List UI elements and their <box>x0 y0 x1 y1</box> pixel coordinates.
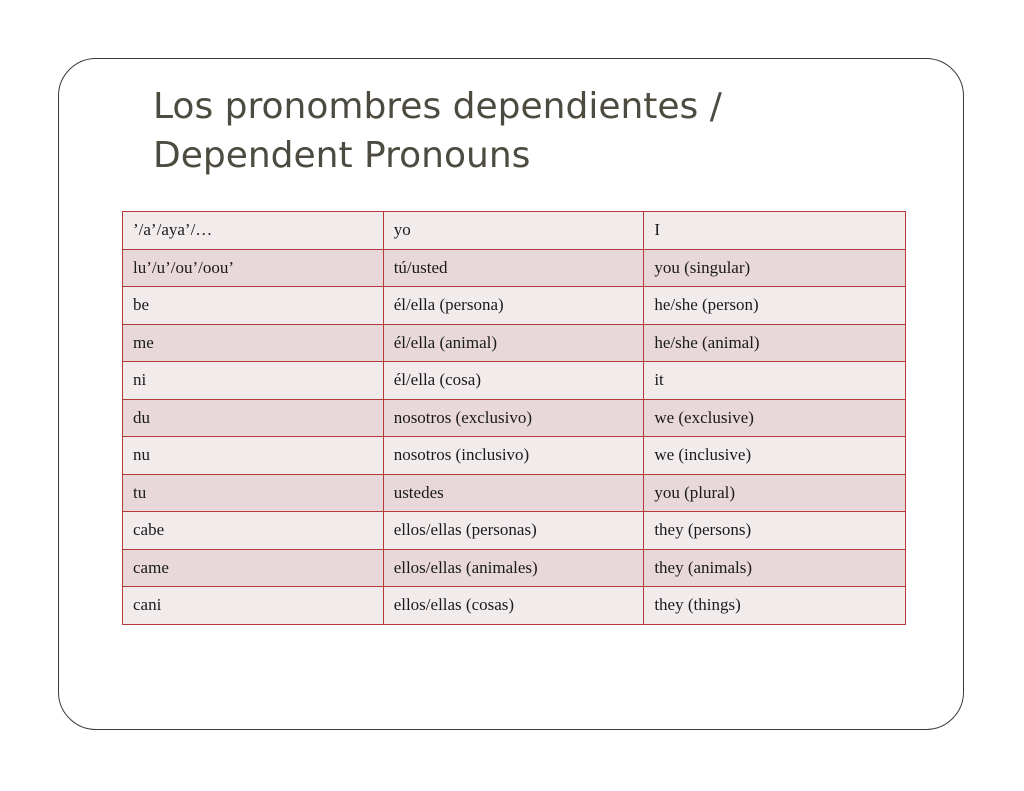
english-pronoun-cell: they (things) <box>644 587 906 625</box>
zapotec-pronoun-cell: ’/a’/aya’/… <box>123 212 384 250</box>
spanish-pronoun-cell: tú/usted <box>383 249 644 287</box>
english-pronoun-cell: you (singular) <box>644 249 906 287</box>
table-row <box>123 512 906 550</box>
table-row <box>123 362 906 400</box>
slide-title <box>153 82 722 180</box>
table-row <box>123 549 906 587</box>
table-row <box>123 324 906 362</box>
english-pronoun-cell: it <box>644 362 906 400</box>
zapotec-pronoun-cell: be <box>123 287 384 325</box>
spanish-pronoun-cell: ellos/ellas (personas) <box>383 512 644 550</box>
zapotec-pronoun-cell: nu <box>123 437 384 475</box>
zapotec-pronoun-cell: ni <box>123 362 384 400</box>
zapotec-pronoun-cell: cani <box>123 587 384 625</box>
english-pronoun-cell: we (exclusive) <box>644 399 906 437</box>
pronoun-table <box>122 211 906 625</box>
english-pronoun-cell: I <box>644 212 906 250</box>
zapotec-pronoun-cell: came <box>123 549 384 587</box>
spanish-pronoun-cell: yo <box>383 212 644 250</box>
zapotec-pronoun-cell: lu’/u’/ou’/oou’ <box>123 249 384 287</box>
zapotec-pronoun-cell: cabe <box>123 512 384 550</box>
spanish-pronoun-cell: nosotros (exclusivo) <box>383 399 644 437</box>
table-row <box>123 249 906 287</box>
table-row <box>123 399 906 437</box>
spanish-pronoun-cell: él/ella (animal) <box>383 324 644 362</box>
zapotec-pronoun-cell: du <box>123 399 384 437</box>
spanish-pronoun-cell: él/ella (persona) <box>383 287 644 325</box>
zapotec-pronoun-cell: me <box>123 324 384 362</box>
table-row <box>123 474 906 512</box>
table-row <box>123 287 906 325</box>
english-pronoun-cell: we (inclusive) <box>644 437 906 475</box>
english-pronoun-cell: you (plural) <box>644 474 906 512</box>
english-pronoun-cell: they (animals) <box>644 549 906 587</box>
table-row <box>123 587 906 625</box>
slide-title-line-1: Los pronombres dependientes / <box>153 86 722 127</box>
english-pronoun-cell: he/she (animal) <box>644 324 906 362</box>
table-row <box>123 437 906 475</box>
table-row <box>123 212 906 250</box>
spanish-pronoun-cell: ustedes <box>383 474 644 512</box>
spanish-pronoun-cell: ellos/ellas (animales) <box>383 549 644 587</box>
spanish-pronoun-cell: él/ella (cosa) <box>383 362 644 400</box>
zapotec-pronoun-cell: tu <box>123 474 384 512</box>
english-pronoun-cell: they (persons) <box>644 512 906 550</box>
spanish-pronoun-cell: nosotros (inclusivo) <box>383 437 644 475</box>
english-pronoun-cell: he/she (person) <box>644 287 906 325</box>
slide-title-line-2: Dependent Pronouns <box>153 135 531 176</box>
spanish-pronoun-cell: ellos/ellas (cosas) <box>383 587 644 625</box>
